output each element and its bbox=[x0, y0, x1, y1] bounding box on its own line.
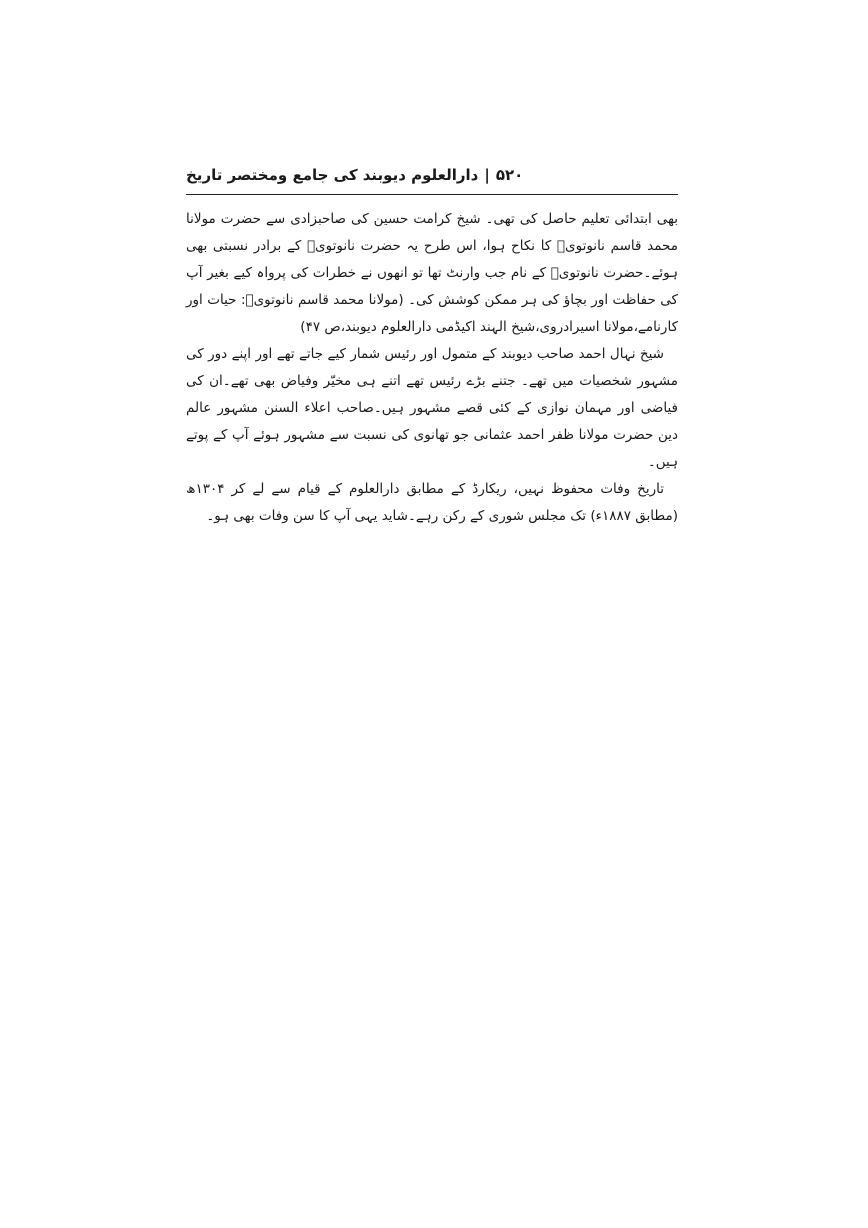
running-header bbox=[186, 162, 678, 188]
book-title: دارالعلوم دیوبند کی جامع ومختصر تاریخ bbox=[186, 166, 479, 184]
body-text bbox=[186, 206, 678, 530]
header-rule bbox=[186, 194, 678, 195]
header-separator: | bbox=[484, 166, 490, 184]
paragraph-1: بھی ابتدائی تعلیم حاصل کی تھی۔ شیخ کرامت حسین کی صاحبزادی سے حضرت مولانا محمد قاسم نانوتویؒ کا نکاح ہوا، اس طرح یہ حضرت نانوتویؒ کے برادر نسبتی بھی ہوئے۔حضرت نانوتویؒ کے نام جب وارنٹ تھا تو انھوں نے خطرات کی پرواہ کیے بغیر آپ کی حفاظت اور بچاؤ کی ہر ممکن کوشش کی۔ (مولانا محمد قاسم نانوتویؒ: حیات اور کارنامے،مولانا اسیرادروی،شیخ الہند اکیڈمی دارالعلوم دیوبند،ص ۴۷) bbox=[186, 211, 678, 335]
paragraph-3: تاریخ وفات محفوظ نہیں، ریکارڈ کے مطابق دارالعلوم کے قیام سے لے کر ۱۳۰۴ھ (مطابق ۱۸۸۷ء) تک مجلس شوری کے رکن رہے۔شاید یہی آپ کا سن وفات بھی ہو۔ bbox=[186, 481, 678, 524]
page-number: ۵۲۰ bbox=[495, 166, 524, 184]
paragraph-2: شیخ نہال احمد صاحب دیوبند کے متمول اور رئیس شمار کیے جاتے تھے اور اپنے دور کی مشہور شخصیات میں تھے۔ جتنے بڑے رئیس تھے اتنے ہی مخیّر وفیاض بھی تھے۔ان کی فیاضی اور مہمان نوازی کے کئی قصے مشہور ہیں۔صاحب اعلاء السنن مشہور عالم دین حضرت مولانا ظفر احمد عثمانی جو تھانوی کی نسبت سے مشہور ہوئے آپ کے پوتے ہیں۔ bbox=[186, 346, 678, 470]
